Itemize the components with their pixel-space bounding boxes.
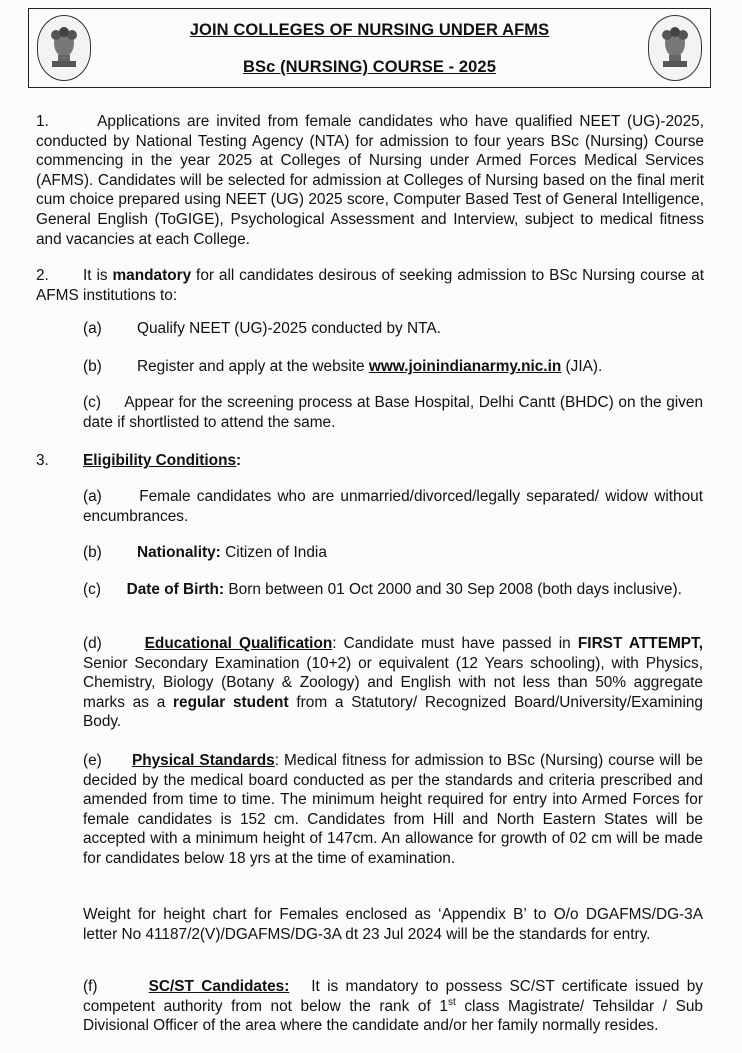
- header-box: [28, 8, 711, 88]
- item-text: [137, 543, 327, 563]
- item-text: Born between 01 Oct 2000 and 30 Sep 2008 (both days inclusive).: [228, 581, 682, 598]
- item-label: (b): [83, 358, 102, 375]
- eligibility-f: [83, 977, 703, 1036]
- paragraph-number: 3.: [36, 452, 49, 469]
- page-subtitle: BSc (NURSING) COURSE - 2025: [242, 58, 496, 76]
- section-heading: [83, 451, 241, 471]
- eligibility-d: [83, 634, 703, 732]
- item-c: [83, 393, 703, 432]
- item-text-part: (JIA).: [565, 358, 603, 375]
- item-label: (f): [83, 978, 98, 995]
- item-text-part: : Medical fitness for admission to BSc (Nursing) course will be decided by the medical board conducted as per the standards and criteria prescribed and amended from time to time. The minimum height required for entry into Armed Forces for female candidates is 152 cm. Candidates from Hill and North Eastern States will be accepted with a minimum height of 147cm. An allowance for growth of 02 cm will be made for candidates below 18 yrs at the time of examination.: [83, 752, 703, 867]
- item-bold: Nationality:: [137, 544, 221, 561]
- item-text-part: Citizen of India: [225, 544, 327, 561]
- item-text-part: Senior Secondary Examination (10+2) or equivalent (12 Years schooling), with Physics, Chemistry, Biology (Botany & Zoology) and English with not less than 50% aggregate marks as a: [83, 654, 703, 711]
- item-text-part: from a Statutory/ Recognized Board/University/Examining Body.: [83, 693, 703, 731]
- item-text: Appear for the screening process at Base Hospital, Delhi Cantt (BHDC) on the given date if shortlisted to attend the same.: [83, 394, 703, 431]
- paragraph-text: It is: [83, 267, 108, 284]
- paragraph-1: [36, 112, 704, 249]
- item-heading: SC/ST Candidates:: [148, 978, 290, 995]
- item-text-part: Register and apply at the website: [137, 358, 365, 375]
- item-heading: Educational Qualification: [144, 635, 333, 652]
- page-title: JOIN COLLEGES OF NURSING UNDER AFMS: [189, 21, 550, 39]
- item-label: (c): [83, 394, 101, 411]
- item-text-part: : Candidate must have passed in: [332, 635, 571, 652]
- item-label: (a): [83, 488, 102, 505]
- paragraph-text: Applications are invited from female candidates who have qualified NEET (UG)-2025, conducted by National Testing Agency (NTA) for admission to four years BSc (Nursing) Course commencing in the year 2025 at Colleges of Nursing under Armed Forces Medical Services (AFMS). Candidates will be selected for admission at Colleges of Nursing based on the final merit cum choice prepared using NEET (UG) 2025 score, Computer Based Test of General Intelligence, General English (ToGIGE), Psychological Assessment and Interview, subject to medical fitness and vacancies at each College.: [36, 113, 704, 248]
- emphasis-text: mandatory: [112, 267, 192, 284]
- item-bold: FIRST ATTEMPT,: [577, 635, 704, 652]
- heading-colon: :: [236, 452, 242, 469]
- section-heading-text: Eligibility Conditions: [83, 452, 237, 469]
- item-text-part: It is mandatory to possess SC/ST certificate issued by competent authority from not below the rank of 1: [83, 978, 703, 1015]
- item-label: (c): [83, 581, 101, 598]
- item-bold: regular student: [173, 693, 289, 711]
- item-text: Qualify NEET (UG)-2025 conducted by NTA.: [137, 320, 441, 337]
- paragraph-text: for all candidates desirous of seeking admission to BSc Nursing course at AFMS institutions to:: [36, 267, 705, 304]
- paragraph-2: [36, 266, 704, 305]
- paragraph-number: 2.: [36, 267, 49, 284]
- item-label: (e): [83, 752, 102, 769]
- superscript: st: [447, 996, 456, 1008]
- item-text-part: class Magistrate/ Tehsildar / Sub Divisional Officer of the area where the candidate and/or her family normally resides.: [83, 997, 703, 1035]
- national-emblem-icon: [648, 15, 702, 81]
- item-text: [137, 357, 602, 377]
- item-text: Female candidates who are unmarried/divorced/legally separated/ widow without encumbrances.: [83, 488, 703, 525]
- item-label: (d): [83, 635, 102, 652]
- item-label: (b): [83, 544, 102, 561]
- eligibility-c: [83, 580, 703, 600]
- item-bold: Date of Birth:: [126, 581, 225, 598]
- item-heading: Physical Standards: [131, 752, 275, 769]
- item-label: (a): [83, 320, 102, 337]
- eligibility-e: [83, 751, 703, 869]
- weight-note: Weight for height chart for Females enclosed as ‘Appendix B’ to O/o DGAFMS/DG-3A letter No 41187/2(V)/DGAFMS/DG-3A dt 23 Jul 2024 will be the standards for entry.: [83, 906, 703, 943]
- paragraph-number: 1.: [36, 113, 49, 130]
- eligibility-a: [83, 487, 703, 526]
- website-link[interactable]: www.joinindianarmy.nic.in: [368, 358, 562, 375]
